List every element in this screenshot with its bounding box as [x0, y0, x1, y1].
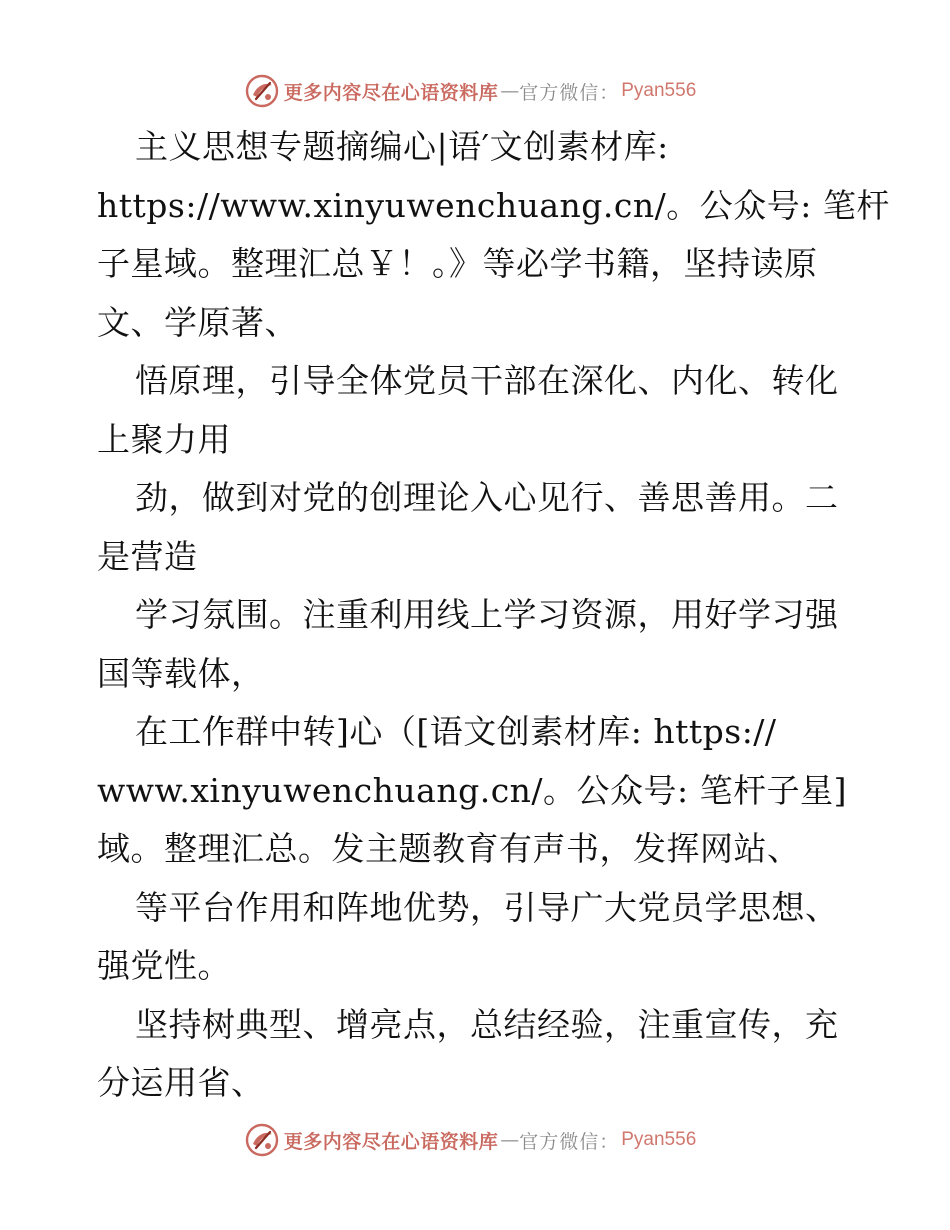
body-line: 学习氛围。注重利用线上学习资源，用好学习强 [135, 595, 839, 634]
header-banner [0, 71, 950, 111]
body-line: 域。整理汇总。发主题教育有声书，发挥网站、 [97, 829, 801, 868]
body-line: www.xinyuwenchuang.cn/。公众号: 笔杆子星] [97, 770, 848, 810]
body-line: 强党性。 [97, 946, 231, 985]
body-line: 文、学原著、 [97, 302, 298, 342]
footer-banner [0, 1120, 950, 1160]
footer-banner-wechat-id: Pyan556 [621, 1129, 697, 1150]
body-line: 坚持树典型、增亮点，总结经验，注重宣传，充 [135, 1004, 839, 1044]
footer-banner-label: 官方微信： [519, 1130, 620, 1153]
body-line: https://www.xinyuwenchuang.cn/。公众号: 笔杆 [97, 185, 890, 225]
body-line: 主义思想专题摘编心|语′文创素材库: [135, 127, 669, 166]
document-body [97, 118, 890, 1113]
body-line: 是营造 [97, 536, 198, 576]
brand-logo-icon [244, 73, 280, 109]
brand-logo-icon [244, 1122, 280, 1158]
footer-banner-main-text: 更多内容尽在心语资料库 [283, 1130, 499, 1153]
body-line: 子星域。整理汇总￥！。》等必学书籍，坚持读原 [97, 244, 818, 283]
body-line: 上聚力用 [97, 419, 231, 459]
header-banner-separator: — [500, 80, 518, 102]
body-line: 国等载体， [97, 653, 265, 693]
header-banner-wechat-id: Pyan556 [621, 80, 697, 101]
header-banner-inner [244, 73, 697, 109]
header-banner-main-text: 更多内容尽在心语资料库 [283, 81, 499, 104]
body-line: 在工作群中转]心（[语文创素材库: https:// [135, 712, 777, 751]
body-line: 等平台作用和阵地优势，引导广大党员学思想、 [135, 887, 839, 927]
header-banner-label: 官方微信： [519, 81, 620, 104]
body-line: 劲，做到对党的创理论入心见行、善思善用。二 [135, 478, 839, 517]
body-line: 悟原理，引导全体党员干部在深化、内化、转化 [135, 361, 839, 400]
footer-banner-inner [244, 1122, 697, 1158]
footer-banner-separator: — [500, 1129, 518, 1151]
body-line: 分运用省、 [97, 1063, 265, 1102]
